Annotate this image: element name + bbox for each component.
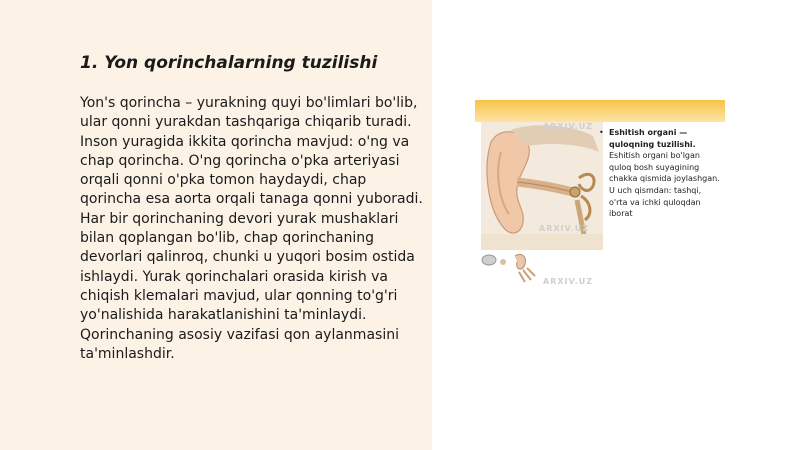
slide-body-text: Yon's qorincha – yurakning quyi bo'limlari bo'lib, ular qonni yurakdan tashqariga chiqarib turadi. Inson yuragida ikkita qorincha mavjud: o'ng va chap qorincha. O'ng qorincha o'pka arteriyasi orqali qonni o'pka tomon haydaydi, chap qorincha esa aorta orqali tanaga qonni yuboradi. Har bir qorinchaning devori yurak mushaklari bilan qoplangan bo'lib, chap qorinchaning devorlari qalinroq, chunki u yuqori bosim ostida ishlaydi. Yurak qorinchalari orasida kirish va chiqish klemalari mavjud, ular qonning to'g'ri yo'nalishida harakatlanishini ta'minlaydi. Qorinchaning asosiy vazifasi qon aylanmasini ta'minlashdir. bbox=[80, 95, 423, 362]
figure-caption bbox=[599, 127, 721, 220]
watermark: ARXIV.UZ bbox=[539, 224, 589, 233]
ear-bones-illustration bbox=[479, 250, 539, 286]
caption-description: Eshitish organi bo'lgan quloq bosh suyagining chakka qismida joylashgan. U uch qismdan: tashqi, o'rta va ichki quloqdan iborat bbox=[609, 151, 720, 219]
figure-top-bar bbox=[475, 100, 725, 122]
watermark: ARXIV.UZ bbox=[543, 122, 593, 131]
caption-heading: Eshitish organi — quloqning tuzilishi. bbox=[609, 128, 696, 149]
watermark: ARXIV.UZ bbox=[543, 277, 593, 286]
slide-title: 1. Yon qorinchalarning tuzilishi bbox=[80, 53, 378, 73]
ear-anatomy-figure bbox=[475, 100, 725, 290]
caption-bullet: • bbox=[599, 128, 604, 137]
